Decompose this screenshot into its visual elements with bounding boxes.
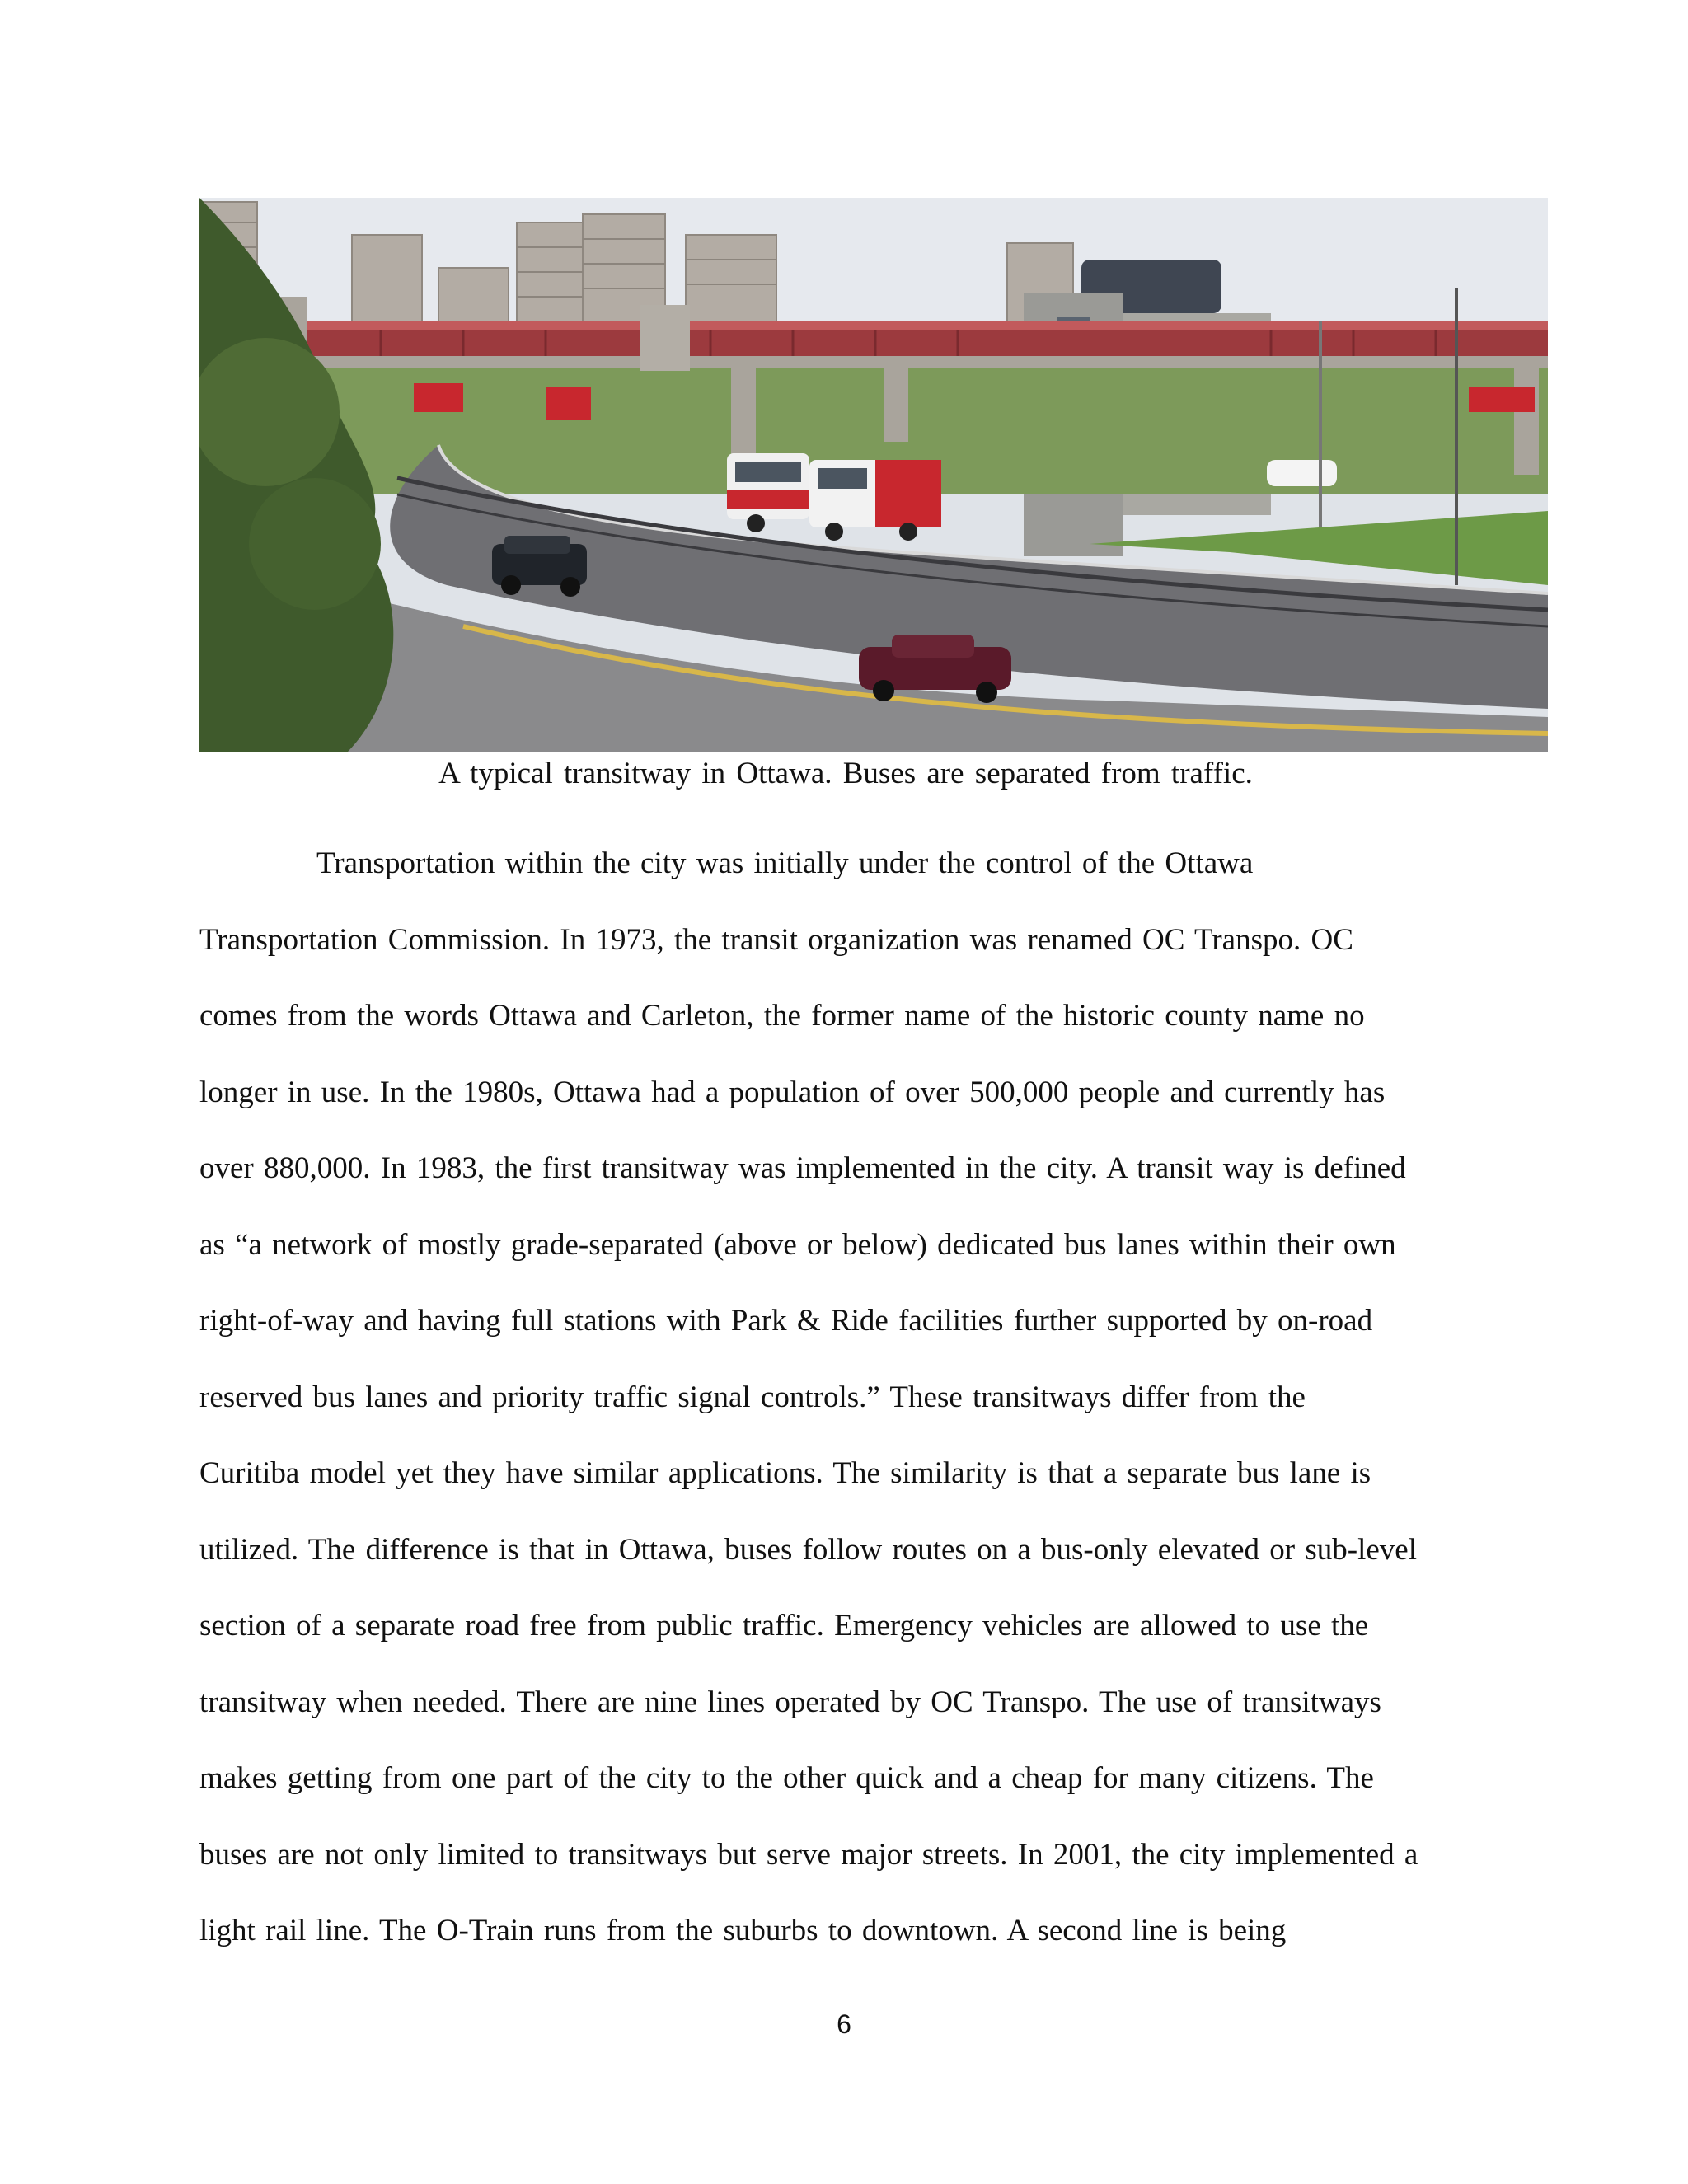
bus-illustration: [727, 453, 941, 541]
paragraph-line: reserved bus lanes and priority traffic signal controls.” These transitways differ from the: [199, 1380, 1306, 1414]
paragraph-line: section of a separate road free from public traffic. Emergency vehicles are allowed to use the: [199, 1609, 1369, 1643]
paragraph-line: transitway when needed. There are nine lines operated by OC Transpo. The use of transitways: [199, 1685, 1381, 1719]
page-number: 6: [837, 2009, 851, 2039]
paragraph-line: over 880,000. In 1983, the first transitway was implemented in the city. A transit way is defined: [199, 1151, 1406, 1185]
paragraph-line: makes getting from one part of the city to the other quick and a cheap for many citizens. The: [199, 1761, 1374, 1795]
figure-caption: A typical transitway in Ottawa. Buses are separated from traffic.: [438, 757, 1253, 790]
paragraph-line: buses are not only limited to transitways but serve major streets. In 2001, the city implemented a: [199, 1837, 1418, 1872]
body-paragraph: [199, 826, 1492, 1970]
paragraph-line: comes from the words Ottawa and Carleton, the former name of the historic county name no: [199, 999, 1365, 1033]
paragraph-line: as “a network of mostly grade-separated (above or below) dedicated bus lanes within their own: [199, 1227, 1396, 1262]
paragraph-line: utilized. The difference is that in Ottawa, buses follow routes on a bus-only elevated or sub-level: [199, 1532, 1417, 1567]
transitway-photo-illustration: [199, 198, 1548, 752]
paragraph-line: Transportation within the city was initially under the control of the Ottawa: [316, 846, 1254, 880]
paragraph-line: right-of-way and having full stations with Park & Ride facilities further supported by on-road: [199, 1304, 1373, 1338]
paragraph-line: light rail line. The O-Train runs from the suburbs to downtown. A second line is being: [199, 1914, 1287, 1947]
paragraph-line: Curitiba model yet they have similar applications. The similarity is that a separate bus lane is: [199, 1456, 1372, 1490]
transitway-photo: [199, 198, 1548, 752]
paragraph-line: longer in use. In the 1980s, Ottawa had a population of over 500,000 people and currently has: [199, 1075, 1386, 1109]
paragraph-line: Transportation Commission. In 1973, the transit organization was renamed OC Transpo. OC: [199, 922, 1353, 957]
